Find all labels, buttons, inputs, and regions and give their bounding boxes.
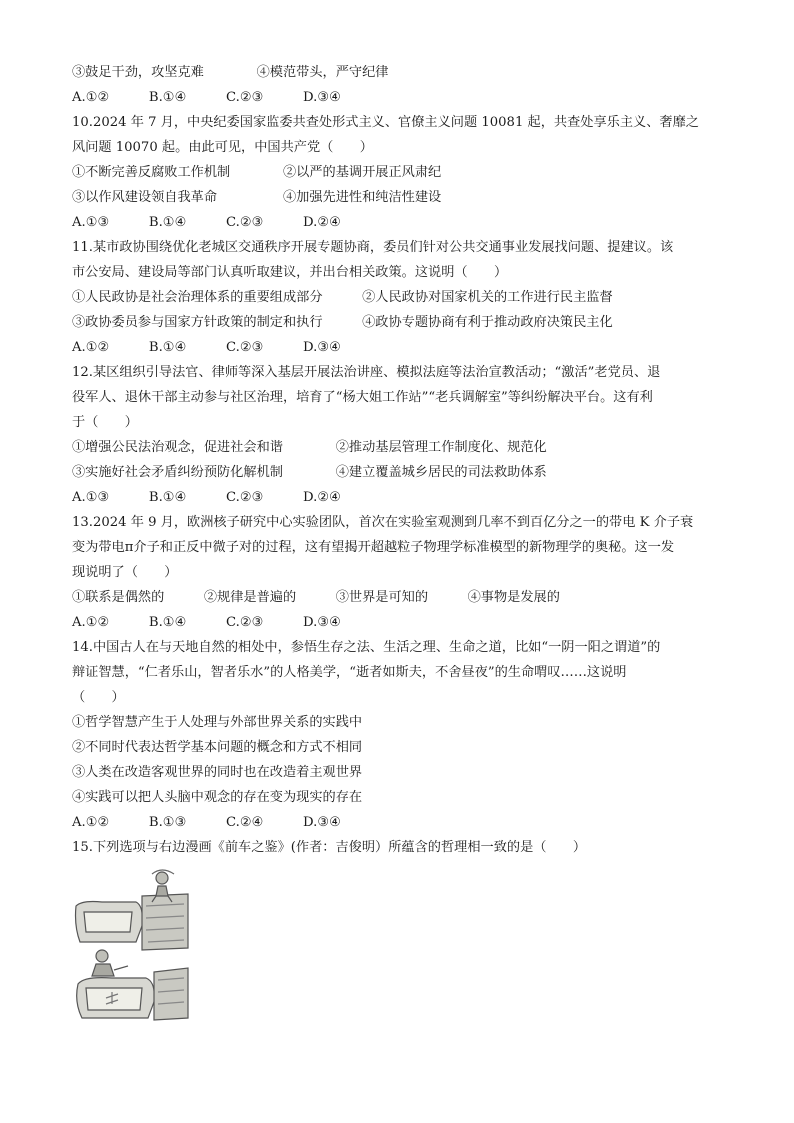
option-line-q13: ①联系是偶然的 ②规律是普遍的 ③世界是可知的 ④事物是发展的: [72, 590, 560, 605]
answer-choices-q11: A.①② B.①④ C.②③ D.③④: [72, 340, 341, 355]
question-10-stem: 10.2024 年 7 月，中央纪委国家监委共查处形式主义、官僚主义问题 10081 起，共查处享乐主义、奢靡之: [72, 115, 699, 130]
cartoon-image: [72, 866, 190, 1022]
option-line-q14: ③人类在改造客观世界的同时也在改造着主观世界: [72, 765, 363, 780]
option-line-q10: ①不断完善反腐败工作机制 ②以严的基调开展正风肃纪: [72, 165, 442, 180]
question-14-stem-cont: 辩证智慧，“仁者乐山，智者乐水”的人格美学，“逝者如斯夫，不舍昼夜”的生命喟叹……这说明: [72, 665, 627, 680]
answer-choices-q14: A.①② B.①③ C.②④ D.③④: [72, 815, 341, 830]
option-line-q10: ③以作风建设领自我革命 ④加强先进性和纯洁性建设: [72, 190, 442, 205]
option-line-q11: ③政协委员参与国家方针政策的制定和执行 ④政协专题协商有利于推动政府决策民主化: [72, 315, 613, 330]
question-13-stem: 13.2024 年 9 月，欧洲核子研究中心实验团队，首次在实验室观测到几率不到百亿分之一的带电 K 介子衰: [72, 515, 694, 530]
question-14-stem-cont: （ ）: [72, 690, 125, 705]
option-line-q14: ①哲学智慧产生于人处理与外部世界关系的实践中: [72, 715, 363, 730]
question-13-stem-cont: 现说明了（ ）: [72, 565, 178, 580]
answer-choices-q13: A.①② B.①④ C.②③ D.③④: [72, 615, 341, 630]
option-line-q11: ①人民政协是社会治理体系的重要组成部分 ②人民政协对国家机关的工作进行民主监督: [72, 290, 613, 305]
answer-choices-q10: A.①③ B.①④ C.②③ D.②④: [72, 215, 341, 230]
question-14-stem: 14.中国古人在与天地自然的相处中，参悟生存之法、生活之理、生命之道，比如“一阴一阳之谓道”的: [72, 640, 661, 655]
question-10-stem-cont: 风问题 10070 起。由此可见，中国共产党（ ）: [72, 140, 373, 155]
question-15-stem: 15.下列选项与右边漫画《前车之鉴》(作者：吉俊明）所蕴含的哲理相一致的是（ ）: [72, 840, 587, 855]
question-11-stem: 11.某市政协围绕优化老城区交通秩序开展专题协商，委员们针对公共交通事业发展找问题、提建议。该: [72, 240, 674, 255]
option-line-q14: ②不同时代表达哲学基本问题的概念和方式不相同: [72, 740, 363, 755]
question-13-stem-cont: 变为带电π介子和正反中微子对的过程，这有望揭开超越粒子物理学标准模型的新物理学的奥秘。这一发: [72, 540, 675, 555]
answer-choices-q12: A.①③ B.①④ C.②③ D.②④: [72, 490, 341, 505]
question-12-stem-cont: 役军人、退休干部主动参与社区治理，培育了“杨大姐工作站”“老兵调解室”等纠纷解决平台。这有利: [72, 390, 653, 405]
question-12-stem-cont: 于（ ）: [72, 415, 138, 430]
option-line-q12: ①增强公民法治观念，促进社会和谐 ②推动基层管理工作制度化、规范化: [72, 440, 547, 455]
question-11-stem-cont: 市公安局、建设局等部门认真听取建议，并出台相关政策。这说明（ ）: [72, 265, 508, 280]
option-line-q12: ③实施好社会矛盾纠纷预防化解机制 ④建立覆盖城乡居民的司法救助体系: [72, 465, 547, 480]
option-line-q9: ③鼓足干劲，攻坚克难 ④模范带头，严守纪律: [72, 65, 389, 80]
question-12-stem: 12.某区组织引导法官、律师等深入基层开展法治讲座、模拟法庭等法治宣教活动；“激活”老党员、退: [72, 365, 661, 380]
answer-choices-q9: A.①② B.①④ C.②③ D.③④: [72, 90, 341, 105]
option-line-q14: ④实践可以把人头脑中观念的存在变为现实的存在: [72, 790, 363, 805]
